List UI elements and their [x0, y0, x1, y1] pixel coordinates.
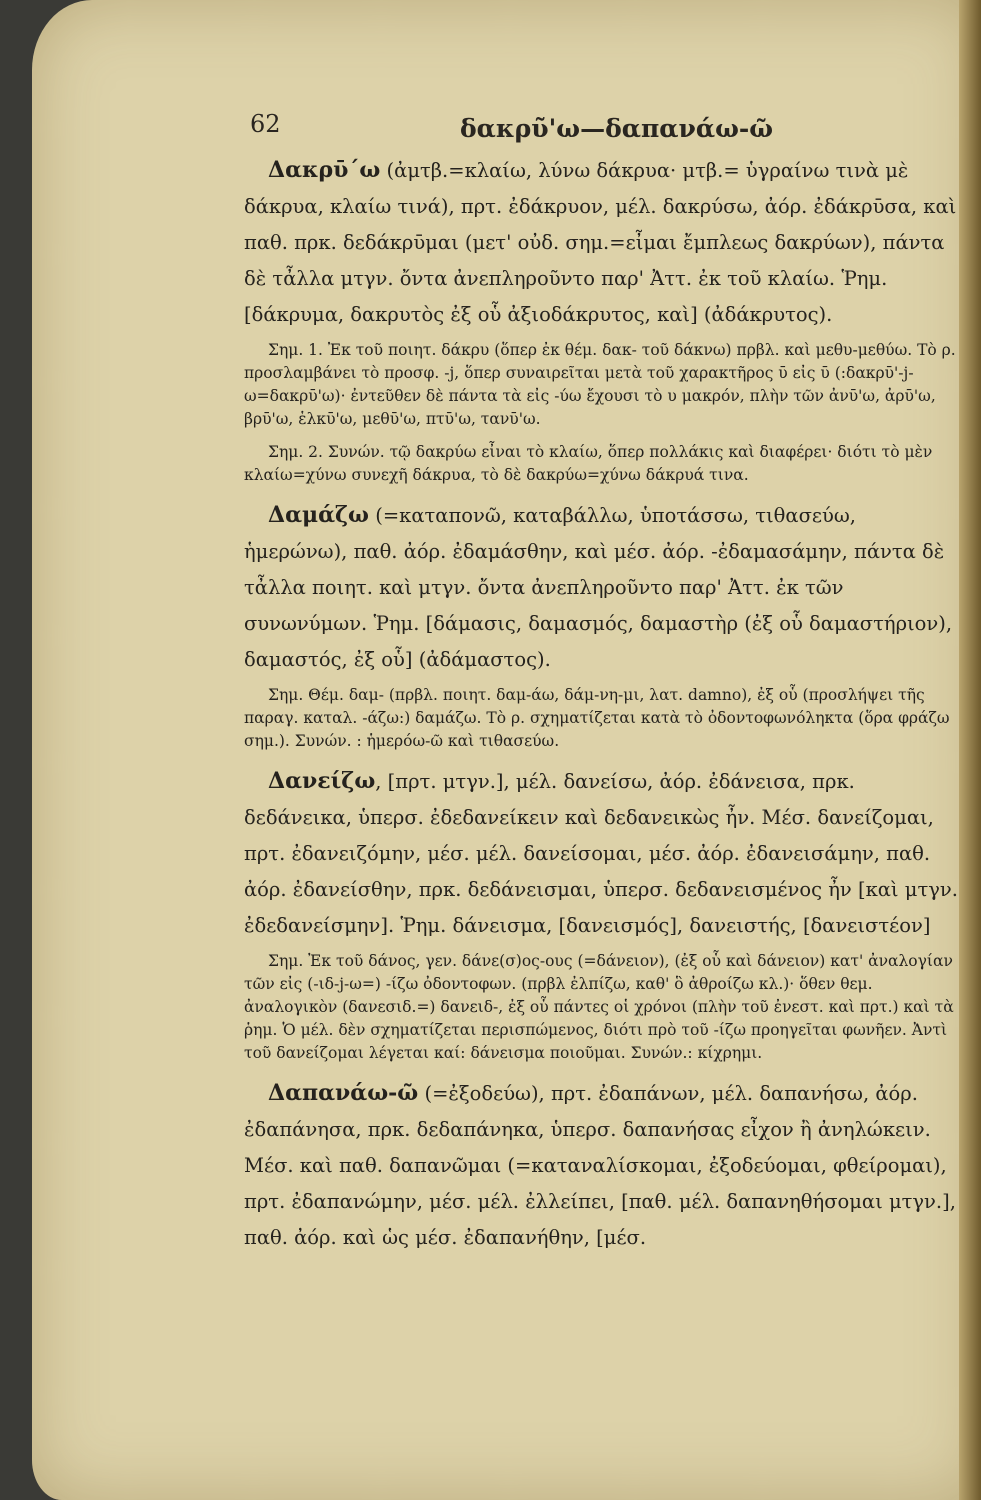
entry-dapanao	[244, 1075, 964, 1256]
dictionary-text	[244, 152, 964, 1260]
headword: Δανείζω	[268, 768, 376, 794]
page-header	[250, 110, 950, 150]
headword: Δακρῡ΄ω	[268, 157, 381, 183]
note: Σημ. 2. Συνών. τῷ δακρύω εἶναι τὸ κλαίω, ὅπερ πολλάκις καὶ διαφέρει· διότι τὸ μὲν κλαίω=χύνω συνεχῆ δάκρυα, τὸ δὲ δακρύω=χύνω δάκρυά τινα.	[244, 443, 933, 484]
entry-body: (ἀμτβ.=κλαίω, λύνω δάκρυα· μτβ.= ὑγραίνω τινὰ μὲ δάκρυα, κλαίω τινά), πρτ. ἐδάκρυον, μέλ. δακρύσω, ἀόρ. ἐδάκρῡσα, καὶ παθ. πρκ. δεδάκρῡμαι (μετ' οὐδ. σημ.=εἶμαι ἔμπλεως δακρύων), πάντα δὲ τἆλλα μτγν. ὄντα ἀνεπληροῦντο παρ' Ἀττ. ἐκ τοῦ κλαίω. Ῥημ. [δάκρυμα, δακρυτὸς ἐξ οὗ ἀξιοδάκρυτος, καὶ] (ἀδάκρυτος).	[244, 159, 957, 326]
note: Σημ. Ἐκ τοῦ δάνος, γεν. δάνε(σ)ος-ους (=δάνειον), (ἐξ οὗ καὶ δάνειον) κατ' ἀναλογίαν τῶν εἰς (-ιδ-j-ω=) -ίζω ὀδοντοφων. (πρβλ ἐλπίζω, καθ' ὃ ἀθροίζω κλ.)· ὅθεν θεμ. ἀναλογικὸν (δανεσιδ.=) δανειδ-, ἐξ οὗ πάντες οἱ χρόνοι (πλὴν τοῦ ἐνεστ. καὶ πρτ.) καὶ τὰ ῥημ. Ὁ μέλ. δὲν σχηματίζεται περισπώμενος, διότι πρὸ τοῦ -ίζω προηγεῖται φωνῆεν. Ἀντὶ τοῦ δανείζομαι λέγεται καί: δάνεισμα ποιοῦμαι. Συνών.: κίχρημι.	[244, 952, 954, 1062]
entry-damazo	[244, 497, 964, 678]
page-number: 62	[250, 110, 281, 138]
entry-dakryo	[244, 152, 964, 333]
entry-body: (=καταπονῶ, καταβάλλω, ὑποτάσσω, τιθασεύω, ἡμερώνω), παθ. ἀόρ. ἐδαμάσθην, καὶ μέσ. ἀόρ. -ἐδαμασάμην, πάντα δὲ τἆλλα ποιητ. καὶ μτγν. ὄντα ἀνεπληροῦντο παρ' Ἀττ. ἐκ τῶν συνωνύμων. Ῥημ. [δάμασις, δαμασμός, δαμαστὴρ (ἐξ οὗ δαμαστήριον), δαμαστός, ἐξ οὗ] (ἀδάμαστος).	[244, 504, 953, 671]
headword: Δαμάζω	[268, 502, 370, 528]
note: Σημ. 1. Ἐκ τοῦ ποιητ. δάκρυ (ὅπερ ἐκ θέμ. δακ- τοῦ δάκνω) πρβλ. καὶ μεθυ-μεθύω. Τὸ ρ. προσλαμβάνει τὸ προσφ. -j, ὅπερ συναιρεῖται μετὰ τοῦ χαρακτῆρος ῡ εἰς ῡ (:δακρῡ'-j-ω=δακρῡ'ω)· ἐντεῦθεν δὲ πάντα τὰ εἰς -ύω ἔχουσι τὸ υ μακρόν, πλὴν τῶν ἀνῡ'ω, ἀρῡ'ω, βρῡ'ω, ἑλκῡ'ω, μεθῡ'ω, πτῡ'ω, τανῡ'ω.	[244, 341, 956, 428]
entry-daneizo	[244, 763, 964, 944]
entry-body: , [πρτ. μτγν.], μέλ. δανείσω, ἀόρ. ἐδάνεισα, πρκ. δεδάνεικα, ὑπερσ. ἐδεδανείκειν καὶ δεδανεικὼς ἦν. Μέσ. δανείζομαι, πρτ. ἐδανειζόμην, μέσ. μέλ. δανείσομαι, μέσ. ἀόρ. ἐδανεισάμην, παθ. ἀόρ. ἐδανείσθην, πρκ. δεδάνεισμαι, ὑπερσ. δεδανεισμένος ἦν [καὶ μτγν. ἐδεδανείσμην]. Ῥημ. δάνεισμα, [δανεισμός], δανειστής, [δανειστέον]	[244, 770, 958, 937]
note: Σημ. Θέμ. δαμ- (πρβλ. ποιητ. δαμ-άω, δάμ-νη-μι, λατ. damno), ἐξ οὗ (προσλήψει τῆς παραγ. καταλ. -άζω:) δαμάζω. Τὸ ρ. σχηματίζεται κατὰ τὸ ὀδοντοφωνόληκτα (ὅρα φράζω σημ.). Συνών. : ἡμερόω-ῶ καὶ τιθασεύω.	[244, 686, 950, 750]
headword: Δαπανάω-ῶ	[268, 1080, 419, 1106]
entry-body: (=ἐξοδεύω), πρτ. ἐδαπάνων, μέλ. δαπανήσω, ἀόρ. ἐδαπάνησα, πρκ. δεδαπάνηκα, ὑπερσ. δαπανήσας εἶχον ἢ ἀνηλώκειν. Μέσ. καὶ παθ. δαπανῶμαι (=καταναλίσκομαι, ἐξοδεύομαι, φθείρομαι), πρτ. ἐδαπανώμην, μέσ. μέλ. ἐλλείπει, [παθ. μέλ. δαπανηθήσομαι μτγν.], παθ. ἀόρ. καὶ ὡς μέσ. ἐδαπανήθην, [μέσ.	[244, 1082, 956, 1249]
running-head: δακρῦ'ω—δαπανάω-ῶ	[460, 114, 774, 143]
